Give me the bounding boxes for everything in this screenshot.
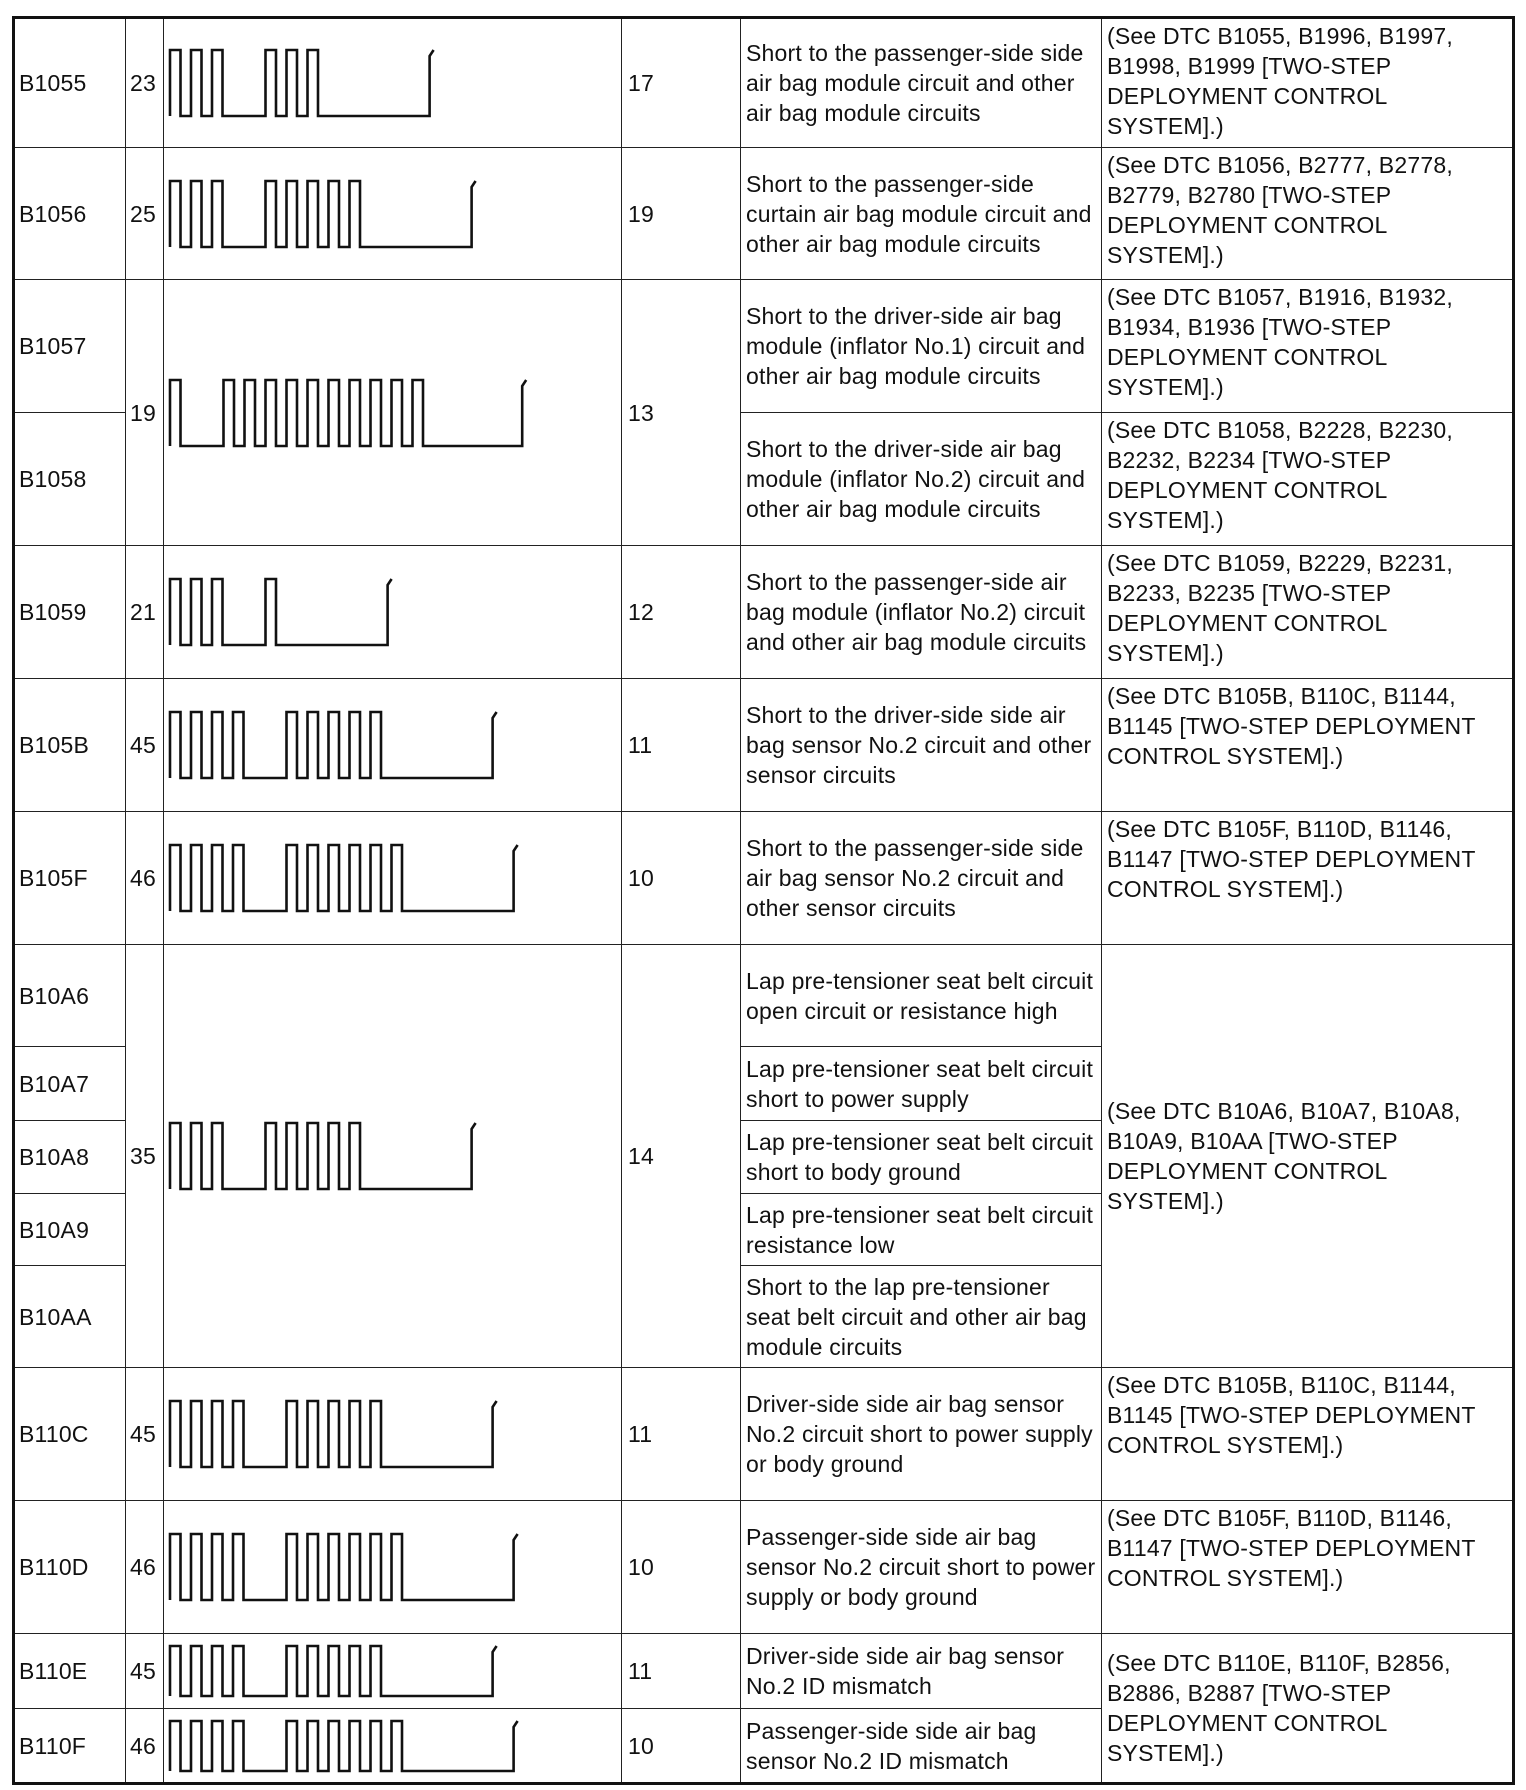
dtc-description: Lap pre-tensioner seat belt circuit short to body ground <box>741 1121 1102 1194</box>
blink-pattern-waveform <box>164 1115 616 1197</box>
dtc-code: B110C <box>14 1368 126 1501</box>
table-row <box>14 148 1514 280</box>
blink-pattern-waveform <box>164 372 616 454</box>
blink-pattern <box>164 18 622 148</box>
blink-pattern <box>164 1368 622 1501</box>
blink-count: 11 <box>622 1634 741 1709</box>
blink-count: 11 <box>622 679 741 812</box>
table-row <box>14 1368 1514 1501</box>
dtc-reference: (See DTC B10A6, B10A7, B10A8, B10A9, B10AA [TWO-STEP DEPLOYMENT CONTROL SYSTEM].) <box>1102 945 1514 1368</box>
table-row <box>14 679 1514 812</box>
pulse-count: 23 <box>126 18 164 148</box>
blink-pattern <box>164 1634 622 1709</box>
pulse-count: 21 <box>126 546 164 679</box>
pulse-count: 45 <box>126 1368 164 1501</box>
blink-pattern <box>164 148 622 280</box>
dtc-code: B1056 <box>14 148 126 280</box>
blink-pattern <box>164 945 622 1368</box>
pulse-count: 19 <box>126 280 164 546</box>
blink-count: 10 <box>622 1709 741 1784</box>
dtc-description: Lap pre-tensioner seat belt circuit open circuit or resistance high <box>741 945 1102 1047</box>
table-row <box>14 546 1514 679</box>
dtc-code: B105F <box>14 812 126 945</box>
blink-pattern <box>164 546 622 679</box>
blink-count: 12 <box>622 546 741 679</box>
waveform-line <box>170 579 392 645</box>
dtc-code: B10A7 <box>14 1047 126 1121</box>
dtc-reference: (See DTC B1056, B2777, B2778, B2779, B2780 [TWO-STEP DEPLOYMENT CONTROL SYSTEM].) <box>1102 148 1514 280</box>
dtc-code: B1059 <box>14 546 126 679</box>
dtc-table <box>12 16 1515 1785</box>
dtc-code: B10A8 <box>14 1121 126 1194</box>
pulse-count: 45 <box>126 679 164 812</box>
waveform-line <box>170 1721 518 1771</box>
blink-pattern <box>164 679 622 812</box>
dtc-reference: (See DTC B1058, B2228, B2230, B2232, B2234 [TWO-STEP DEPLOYMENT CONTROL SYSTEM].) <box>1102 413 1514 546</box>
dtc-description: Short to the driver-side side air bag sensor No.2 circuit and other sensor circuits <box>741 679 1102 812</box>
waveform-line <box>170 50 434 116</box>
blink-pattern-waveform <box>164 1638 616 1704</box>
blink-pattern <box>164 812 622 945</box>
waveform-line <box>170 1534 518 1600</box>
blink-count: 17 <box>622 18 741 148</box>
blink-pattern-waveform <box>164 571 616 653</box>
pulse-count: 25 <box>126 148 164 280</box>
dtc-description: Short to the driver-side air bag module (inflator No.1) circuit and other air bag module circuits <box>741 280 1102 413</box>
pulse-count: 46 <box>126 1501 164 1634</box>
dtc-description: Driver-side side air bag sensor No.2 ID mismatch <box>741 1634 1102 1709</box>
waveform-line <box>170 1401 497 1467</box>
dtc-reference: (See DTC B1055, B1996, B1997, B1998, B1999 [TWO-STEP DEPLOYMENT CONTROL SYSTEM].) <box>1102 18 1514 148</box>
blink-pattern-waveform <box>164 1713 616 1779</box>
dtc-description: Short to the passenger-side side air bag module circuit and other air bag module circuits <box>741 18 1102 148</box>
table-row <box>14 1634 1514 1709</box>
dtc-code: B1058 <box>14 413 126 546</box>
dtc-description: Short to the passenger-side curtain air bag module circuit and other air bag module circuits <box>741 148 1102 280</box>
dtc-description: Lap pre-tensioner seat belt circuit resistance low <box>741 1194 1102 1266</box>
blink-pattern-waveform <box>164 704 616 786</box>
pulse-count: 45 <box>126 1634 164 1709</box>
dtc-description: Lap pre-tensioner seat belt circuit short to power supply <box>741 1047 1102 1121</box>
waveform-line <box>170 712 497 778</box>
dtc-code: B10AA <box>14 1266 126 1368</box>
pulse-count: 46 <box>126 1709 164 1784</box>
table-row <box>14 945 1514 1047</box>
blink-pattern <box>164 1709 622 1784</box>
blink-pattern-waveform <box>164 1393 616 1475</box>
pulse-count: 35 <box>126 945 164 1368</box>
pulse-count: 46 <box>126 812 164 945</box>
dtc-code: B1055 <box>14 18 126 148</box>
dtc-code: B10A9 <box>14 1194 126 1266</box>
blink-pattern <box>164 280 622 546</box>
dtc-code: B105B <box>14 679 126 812</box>
dtc-code: B110F <box>14 1709 126 1784</box>
blink-pattern-waveform <box>164 837 616 919</box>
table-row <box>14 280 1514 413</box>
waveform-line <box>170 380 526 446</box>
dtc-code: B110E <box>14 1634 126 1709</box>
blink-count: 19 <box>622 148 741 280</box>
dtc-description: Short to the passenger-side air bag module (inflator No.2) circuit and other air bag module circuits <box>741 546 1102 679</box>
dtc-reference: (See DTC B1059, B2229, B2231, B2233, B2235 [TWO-STEP DEPLOYMENT CONTROL SYSTEM].) <box>1102 546 1514 679</box>
blink-count: 14 <box>622 945 741 1368</box>
dtc-description: Short to the lap pre-tensioner seat belt circuit and other air bag module circuits <box>741 1266 1102 1368</box>
dtc-reference: (See DTC B105B, B110C, B1144, B1145 [TWO-STEP DEPLOYMENT CONTROL SYSTEM].) <box>1102 679 1514 812</box>
dtc-description: Short to the driver-side air bag module (inflator No.2) circuit and other air bag module circuits <box>741 413 1102 546</box>
waveform-line <box>170 1646 497 1696</box>
blink-pattern-waveform <box>164 173 616 255</box>
waveform-line <box>170 1123 476 1189</box>
table-row <box>14 18 1514 148</box>
blink-count: 10 <box>622 812 741 945</box>
blink-count: 11 <box>622 1368 741 1501</box>
table-row <box>14 1501 1514 1634</box>
dtc-code: B1057 <box>14 280 126 413</box>
dtc-reference: (See DTC B105B, B110C, B1144, B1145 [TWO-STEP DEPLOYMENT CONTROL SYSTEM].) <box>1102 1368 1514 1501</box>
blink-pattern-waveform <box>164 42 616 124</box>
dtc-reference: (See DTC B105F, B110D, B1146, B1147 [TWO-STEP DEPLOYMENT CONTROL SYSTEM].) <box>1102 812 1514 945</box>
dtc-reference: (See DTC B110E, B110F, B2856, B2886, B2887 [TWO-STEP DEPLOYMENT CONTROL SYSTEM].) <box>1102 1634 1514 1784</box>
blink-pattern <box>164 1501 622 1634</box>
dtc-description: Driver-side side air bag sensor No.2 circuit short to power supply or body ground <box>741 1368 1102 1501</box>
dtc-reference: (See DTC B105F, B110D, B1146, B1147 [TWO-STEP DEPLOYMENT CONTROL SYSTEM].) <box>1102 1501 1514 1634</box>
dtc-description: Passenger-side side air bag sensor No.2 ID mismatch <box>741 1709 1102 1784</box>
dtc-reference: (See DTC B1057, B1916, B1932, B1934, B1936 [TWO-STEP DEPLOYMENT CONTROL SYSTEM].) <box>1102 280 1514 413</box>
dtc-description: Passenger-side side air bag sensor No.2 circuit short to power supply or body ground <box>741 1501 1102 1634</box>
dtc-code: B110D <box>14 1501 126 1634</box>
blink-count: 10 <box>622 1501 741 1634</box>
blink-pattern-waveform <box>164 1526 616 1608</box>
blink-count: 13 <box>622 280 741 546</box>
dtc-code: B10A6 <box>14 945 126 1047</box>
table-row <box>14 812 1514 945</box>
waveform-line <box>170 845 518 911</box>
dtc-description: Short to the passenger-side side air bag sensor No.2 circuit and other sensor circuits <box>741 812 1102 945</box>
waveform-line <box>170 181 476 247</box>
